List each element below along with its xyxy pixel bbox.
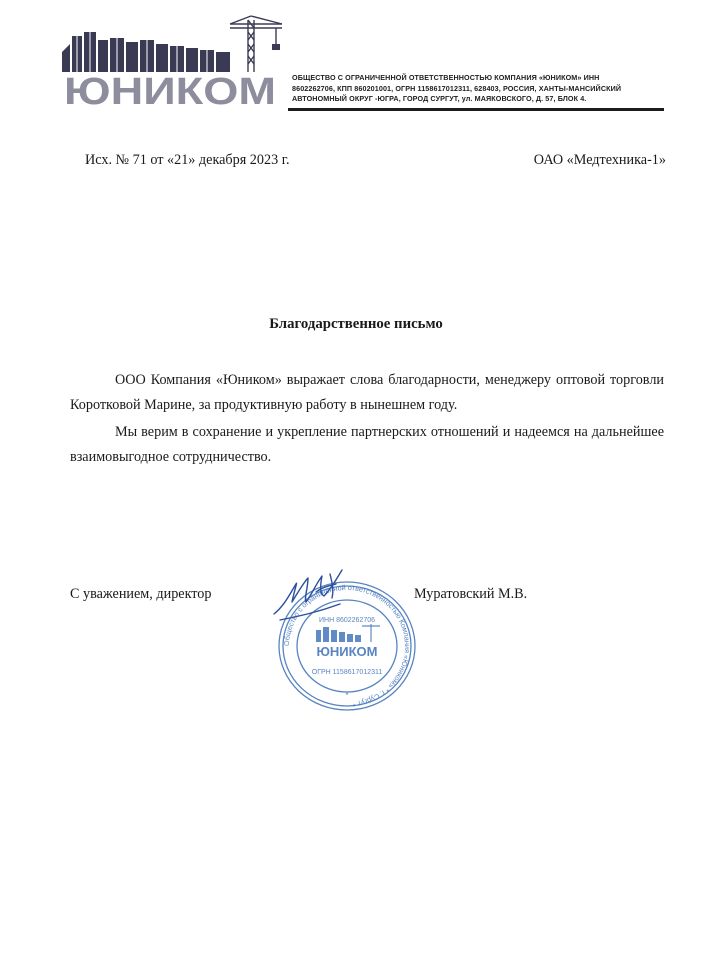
document-title: Благодарственное письмо	[269, 316, 443, 332]
svg-text:*: *	[345, 691, 349, 700]
svg-text:Общество с ограниченной ответс: Общество с ограниченной ответственностью Компания «Юником» * г. Сургут *	[281, 582, 413, 709]
outgoing-reference: Исх. № 71 от «21» декабря 2023 г.	[85, 152, 290, 168]
body-paragraph-1: ООО Компания «Юником» выражает слова благодарности, менеджеру оптовой торговли Коротковой Марине, за продуктивную работу в нынешнем году.	[70, 372, 664, 413]
svg-text:ЮНИКОМ: ЮНИКОМ	[316, 644, 378, 659]
body-paragraph-2: Мы верим в сохранение и укрепление партнерских отношений и надеемся на дальнейшее взаимовыгодное сотрудничество.	[70, 424, 664, 465]
company-line-2: 8602262706, КПП 860201001, ОГРН 1158617012311, 628403, РОССИЯ, ХАНТЫ-МАНСИЙСКИЙ	[292, 83, 622, 93]
company-line-3: АВТОНОМНЫЙ ОКРУГ -ЮГРА, ГОРОД СУРГУТ, ул. МАЯКОВСКОГО, Д. 57, БЛОК 4.	[292, 94, 587, 104]
svg-text:ОГРН 1158617012311: ОГРН 1158617012311	[311, 669, 383, 676]
header-divider	[288, 108, 664, 111]
svg-text:ИНН 8602262706: ИНН 8602262706	[318, 617, 376, 624]
letter-body	[70, 368, 664, 472]
closing-phrase: С уважением, директор	[70, 586, 212, 602]
handwritten-signature	[270, 562, 360, 624]
recipient: ОАО «Медтехника-1»	[533, 152, 666, 168]
svg-text:ЮНИКОМ: ЮНИКОМ	[64, 71, 276, 106]
company-requisites	[292, 73, 672, 105]
company-line-1: ОБЩЕСТВО С ОГРАНИЧЕННОЙ ОТВЕТСТВЕННОСТЬЮ КОМПАНИЯ «ЮНИКОМ» ИНН	[292, 73, 600, 82]
company-logo	[58, 14, 288, 106]
signer-name: Муратовский М.В.	[414, 586, 528, 602]
